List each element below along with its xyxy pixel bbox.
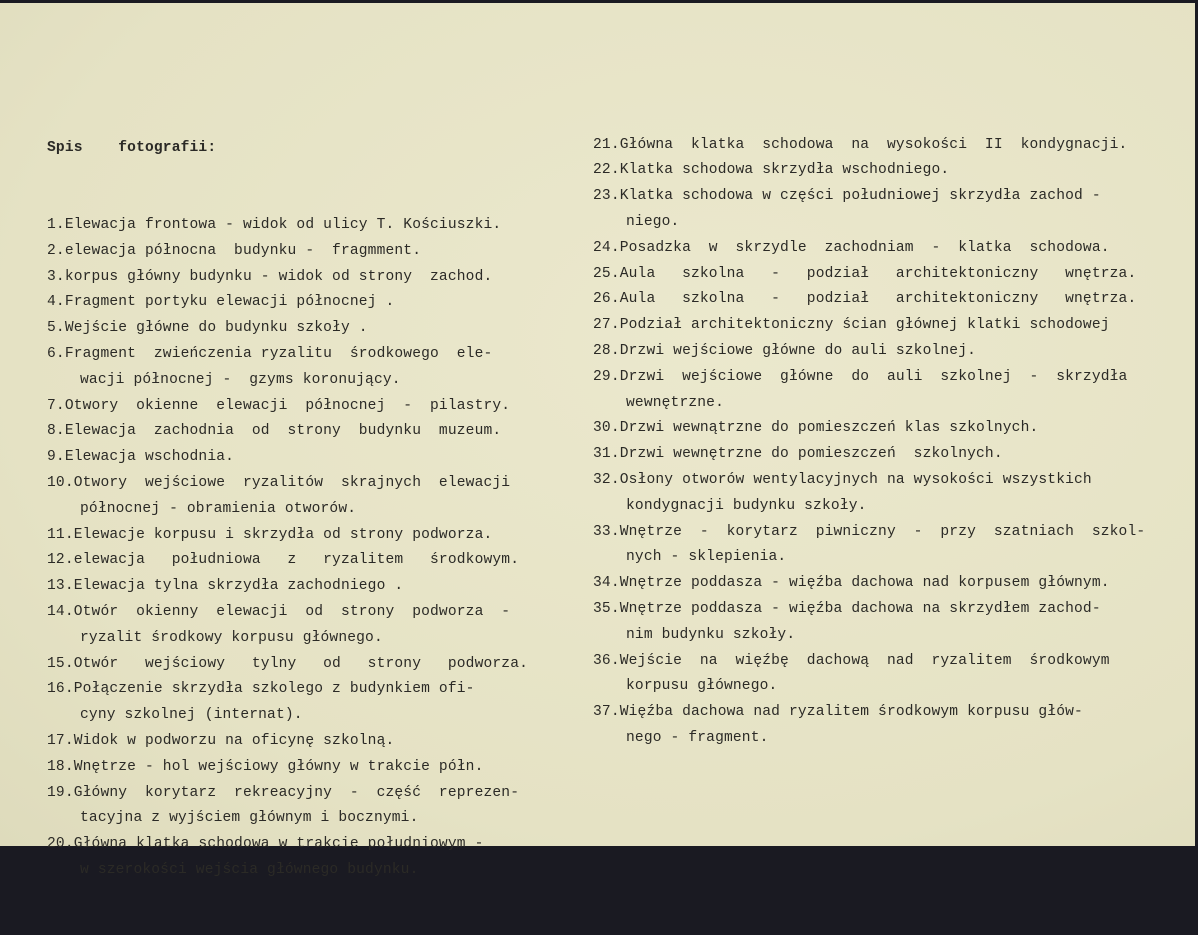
list-item <box>593 262 1145 288</box>
photo-list-right-column <box>593 81 1145 803</box>
list-item <box>593 416 1145 442</box>
list-item-text: 28.Drzwi wejściowe główne do auli szkolnej. <box>593 342 977 359</box>
list-item <box>47 677 528 729</box>
list-item <box>593 133 1145 159</box>
list-item <box>593 468 1145 520</box>
list-item <box>593 365 1145 417</box>
list-item <box>593 158 1145 184</box>
list-item-text: 1.Elewacja frontowa - widok od ulicy T. Kościuszki. <box>47 216 502 233</box>
list-item-text: 37.Więźba dachowa nad ryzalitem środkowym korpusu głów- <box>593 704 1083 721</box>
list-item-continuation: kondygnacji budynku szkoły. <box>626 497 867 514</box>
list-item-continuation: korpusu głównego. <box>626 678 778 695</box>
list-item-text: 16.Połączenie skrzydła szkolego z budynkiem ofi- <box>47 681 475 698</box>
list-item-text: 19.Główny korytarz rekreacyjny - część reprezen- <box>47 784 520 801</box>
photo-list-left-column <box>47 84 528 935</box>
list-item <box>47 316 528 342</box>
list-item-continuation: niego. <box>626 213 680 230</box>
list-item-text: 14.Otwór okienny elewacji od strony podworza - <box>47 603 511 620</box>
list-item-continuation: wacji północnej - gzyms koronujący. <box>80 371 401 388</box>
list-item <box>593 287 1145 313</box>
list-item <box>593 442 1145 468</box>
list-item <box>593 184 1145 236</box>
scanned-document-page <box>0 3 1195 878</box>
list-item <box>47 781 528 833</box>
list-item <box>47 574 528 600</box>
list-item-text: 8.Elewacja zachodnia od strony budynku muzeum. <box>47 423 502 440</box>
list-item <box>47 213 528 239</box>
list-item-text: 30.Drzwi wewnątrzne do pomieszczeń klas szkolnych. <box>593 420 1039 437</box>
list-item-text: 31.Drzwi wewnętrzne do pomieszczeń szkolnych. <box>593 446 1003 463</box>
list-item <box>47 445 528 471</box>
list-item-text: 11.Elewacje korpusu i skrzydła od strony podworza. <box>47 526 493 543</box>
list-item-continuation: północnej - obramienia otworów. <box>80 500 357 517</box>
list-item-text: 6.Fragment zwieńczenia ryzalitu środkowego ele- <box>47 345 493 362</box>
list-item <box>47 239 528 265</box>
list-item-text: 20.Główna klatka schodowa w trakcie południowym - <box>47 836 484 853</box>
list-item <box>47 342 528 394</box>
list-item-text: 13.Elewacja tylna skrzydła zachodniego . <box>47 578 404 595</box>
list-item-text: 15.Otwór wejściowy tylny od strony podworza. <box>47 655 529 672</box>
list-item-continuation: w szerokości wejścia głównego budynku. <box>80 861 419 878</box>
list-item <box>47 652 528 678</box>
list-item-continuation: nych - sklepienia. <box>626 549 787 566</box>
list-item-text: 18.Wnętrze - hol wejściowy główny w trakcie półn. <box>47 758 484 775</box>
list-item-text: 29.Drzwi wejściowe główne do auli szkolnej - skrzydła <box>593 368 1128 385</box>
list-item-text: 23.Klatka schodowa w części południowej skrzydła zachod - <box>593 188 1101 205</box>
list-item-text: 34.Wnętrze poddasza - więźba dachowa nad korpusem głównym. <box>593 575 1110 592</box>
list-item <box>47 832 528 884</box>
list-item-text: 10.Otwory wejściowe ryzalitów skrajnych elewacji <box>47 474 511 491</box>
list-item <box>593 649 1145 701</box>
list-item-continuation: ryzalit środkowy korpusu głównego. <box>80 629 383 646</box>
list-item <box>47 755 528 781</box>
list-item-text: 5.Wejście główne do budynku szkoły . <box>47 320 368 337</box>
list-item-text: 21.Główna klatka schodowa na wysokości II kondygnacji. <box>593 136 1128 153</box>
list-item <box>593 339 1145 365</box>
list-item-continuation: nim budynku szkoły. <box>626 626 796 643</box>
list-item <box>47 394 528 420</box>
list-item-text: 2.elewacja północna budynku - fragmment. <box>47 242 422 259</box>
list-item-text: 22.Klatka schodowa skrzydła wschodniego. <box>593 162 950 179</box>
list-item <box>593 571 1145 597</box>
list-item-text: 7.Otwory okienne elewacji północnej - pilastry. <box>47 397 511 414</box>
list-item-continuation: wewnętrzne. <box>626 394 724 411</box>
photo-list-left <box>47 213 528 884</box>
list-item-text: 36.Wejście na więźbę dachową nad ryzalitem środkowym <box>593 652 1110 669</box>
list-item <box>593 313 1145 339</box>
list-item-text: 26.Aula szkolna - podział architektoniczny wnętrza. <box>593 291 1137 308</box>
list-item-text: 3.korpus główny budynku - widok od strony zachod. <box>47 268 493 285</box>
document-heading: Spis fotografii: <box>47 139 217 156</box>
list-item-text: 9.Elewacja wschodnia. <box>47 449 235 466</box>
list-item-continuation: tacyjna z wyjściem głównym i bocznymi. <box>80 810 419 827</box>
list-item-text: 27.Podział architektoniczny ścian głównej klatki schodowej <box>593 317 1110 334</box>
list-item <box>47 523 528 549</box>
list-item-text: 33.Wnętrze - korytarz piwniczny - przy szatniach szkol- <box>593 523 1146 540</box>
list-item-text: 17.Widok w podworzu na oficynę szkolną. <box>47 732 395 749</box>
list-item-text: 4.Fragment portyku elewacji północnej . <box>47 294 395 311</box>
list-item-text: 12.elewacja południowa z ryzalitem środkowym. <box>47 552 520 569</box>
list-item <box>593 236 1145 262</box>
list-item <box>47 600 528 652</box>
list-item <box>47 548 528 574</box>
list-item-text: 24.Posadzka w skrzydle zachodniam - klatka schodowa. <box>593 239 1110 256</box>
list-item <box>47 290 528 316</box>
photo-list-right <box>593 133 1145 752</box>
list-item <box>47 419 528 445</box>
list-item <box>593 597 1145 649</box>
list-item <box>47 265 528 291</box>
list-item <box>593 520 1145 572</box>
list-item-text: 35.Wnętrze poddasza - więźba dachowa na skrzydłem zachod- <box>593 600 1101 617</box>
list-item-text: 25.Aula szkolna - podział architektoniczny wnętrza. <box>593 265 1137 282</box>
list-item <box>47 729 528 755</box>
list-item <box>593 700 1145 752</box>
list-item-continuation: cyny szkolnej (internat). <box>80 707 303 724</box>
list-item-continuation: nego - fragment. <box>626 729 769 746</box>
list-item <box>47 471 528 523</box>
list-item-text: 32.Osłony otworów wentylacyjnych na wysokości wszystkich <box>593 471 1092 488</box>
